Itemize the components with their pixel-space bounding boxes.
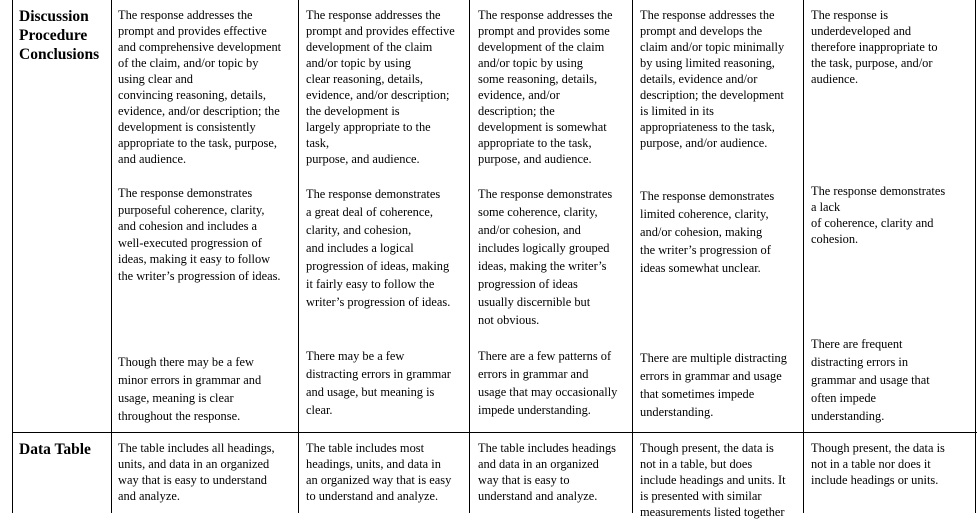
criterion-cell: The table includes headings and data in an organized way that is easy to understand and analyze. bbox=[478, 441, 616, 503]
criterion-cell: The response addresses the prompt and provides effective development of the claim and/or topic by using clear reasoning, details, evidence, and/or description; the development is largely appropriate to the task, purpose, and audience. bbox=[306, 8, 455, 166]
row-border bbox=[12, 432, 977, 433]
column-border bbox=[469, 0, 470, 513]
row-heading-discussion: Discussion Procedure Conclusions bbox=[19, 8, 100, 63]
criterion-cell: Though present, the data is not in a table, but does include headings and units. It is presented with similar measurements listed together bbox=[640, 441, 786, 519]
criterion-cell: The response addresses the prompt and provides some development of the claim and/or topic by using some reasoning, details, evidence, and/or description; the development is somewhat appropriate to the task, purpose, and audience. bbox=[478, 8, 613, 166]
criterion-cell: The response is underdeveloped and therefore inappropriate to the task, purpose, and/or audience. bbox=[811, 8, 938, 86]
criterion-cell: There are frequent distracting errors in grammar and usage that often impede understanding. bbox=[811, 337, 930, 423]
criterion-cell: The response demonstrates some coherence, clarity, and/or cohesion, and includes logically grouped ideas, making the writer’s progression of ideas usually discernible but not obvious. bbox=[478, 187, 613, 327]
column-border bbox=[12, 0, 13, 513]
criterion-cell: The table includes all headings, units, and data in an organized way that is easy to understand and analyze. bbox=[118, 441, 275, 503]
criterion-cell: Though present, the data is not in a table nor does it include headings or units. bbox=[811, 441, 945, 487]
criterion-cell: The response demonstrates purposeful coherence, clarity, and cohesion and includes a well-executed progression of ideas, making it easy to follow the writer’s progression of ideas. bbox=[118, 186, 281, 283]
criterion-cell: The response demonstrates a lack of coherence, clarity and cohesion. bbox=[811, 184, 946, 246]
criterion-cell: The response addresses the prompt and develops the claim and/or topic minimally by using limited reasoning, details, evidence and/or description; the development is limited in its appropriateness to the task, purpose, and/or audience. bbox=[640, 8, 785, 150]
criterion-cell: The response addresses the prompt and provides effective and comprehensive development of the claim, and/or topic by using clear and convincing reasoning, details, evidence, and/or description; the development is consistently appropriate to the task, purpose, and audience. bbox=[118, 8, 282, 166]
criterion-cell: There may be a few distracting errors in grammar and usage, but meaning is clear. bbox=[306, 349, 451, 417]
column-border bbox=[632, 0, 633, 513]
criterion-cell: There are multiple distracting errors in grammar and usage that sometimes impede understanding. bbox=[640, 351, 787, 419]
criterion-cell: There are a few patterns of errors in grammar and usage that may occasionally impede understanding. bbox=[478, 349, 618, 417]
column-border bbox=[298, 0, 299, 513]
criterion-cell: The response demonstrates a great deal of coherence, clarity, and cohesion, and includes a logical progression of ideas, making it fairly easy to follow the writer’s progression of ideas. bbox=[306, 187, 451, 309]
row-heading-data-table: Data Table bbox=[19, 441, 91, 458]
criterion-cell: The response demonstrates limited coherence, clarity, and/or cohesion, making the writer’s progression of ideas somewhat unclear. bbox=[640, 189, 775, 275]
column-border bbox=[803, 0, 804, 513]
column-border bbox=[111, 0, 112, 513]
criterion-cell: Though there may be a few minor errors in grammar and usage, meaning is clear throughout the response. bbox=[118, 355, 262, 423]
criterion-cell: The table includes most headings, units, and data in an organized way that is easy to understand and analyze. bbox=[306, 441, 452, 503]
column-border bbox=[975, 0, 976, 513]
